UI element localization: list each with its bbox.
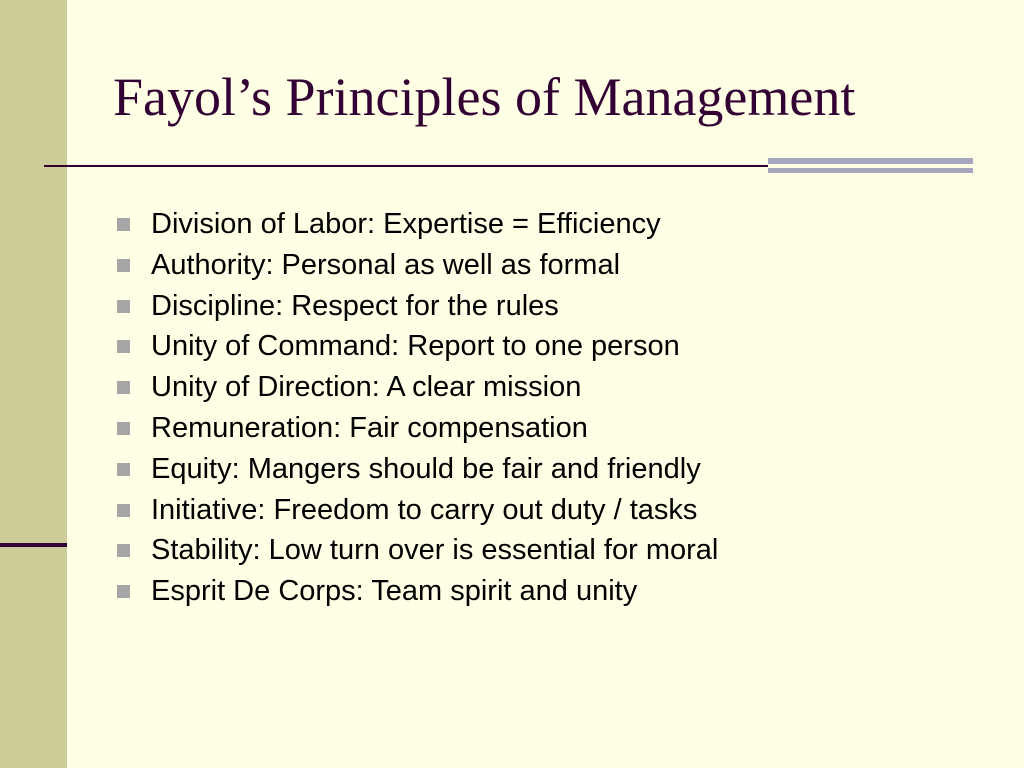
principles-list <box>113 204 718 612</box>
list-item-text: Equity: Mangers should be fair and friendly <box>151 452 701 485</box>
list-item-text: Esprit De Corps: Team spirit and unity <box>151 575 638 608</box>
list-item-text: Initiative: Freedom to carry out duty / tasks <box>151 493 698 526</box>
list-item <box>113 408 718 449</box>
list-item-text: Remuneration: Fair compensation <box>151 411 588 444</box>
accent-bar <box>768 168 973 173</box>
square-bullet-icon <box>117 504 130 517</box>
list-item <box>113 367 718 408</box>
list-item-text: Stability: Low turn over is essential for moral <box>151 534 719 567</box>
slide-title: Fayol’s Principles of Management <box>113 67 856 127</box>
list-item-text: Unity of Command: Report to one person <box>151 330 680 363</box>
title-underline <box>44 165 768 167</box>
list-item-text: Unity of Direction: A clear mission <box>151 371 582 404</box>
square-bullet-icon <box>117 300 130 313</box>
list-item-text: Discipline: Respect for the rules <box>151 289 559 322</box>
square-bullet-icon <box>117 259 130 272</box>
square-bullet-icon <box>117 381 130 394</box>
square-bullet-icon <box>117 422 130 435</box>
left-accent-line <box>0 543 67 547</box>
square-bullet-icon <box>117 463 130 476</box>
list-item <box>113 204 718 245</box>
list-item-text: Division of Labor: Expertise = Efficiency <box>151 208 661 240</box>
title-rule-accent <box>768 158 973 177</box>
square-bullet-icon <box>117 218 130 231</box>
list-item <box>113 326 718 367</box>
left-decorative-band <box>0 0 67 768</box>
list-item <box>113 530 718 571</box>
square-bullet-icon <box>117 340 130 353</box>
square-bullet-icon <box>117 544 130 557</box>
square-bullet-icon <box>117 585 130 598</box>
accent-bar <box>768 158 973 164</box>
list-item <box>113 571 718 612</box>
list-item <box>113 245 718 286</box>
list-item-text: Authority: Personal as well as formal <box>151 248 621 281</box>
list-item <box>113 286 718 327</box>
list-item <box>113 449 718 490</box>
list-item <box>113 490 718 531</box>
